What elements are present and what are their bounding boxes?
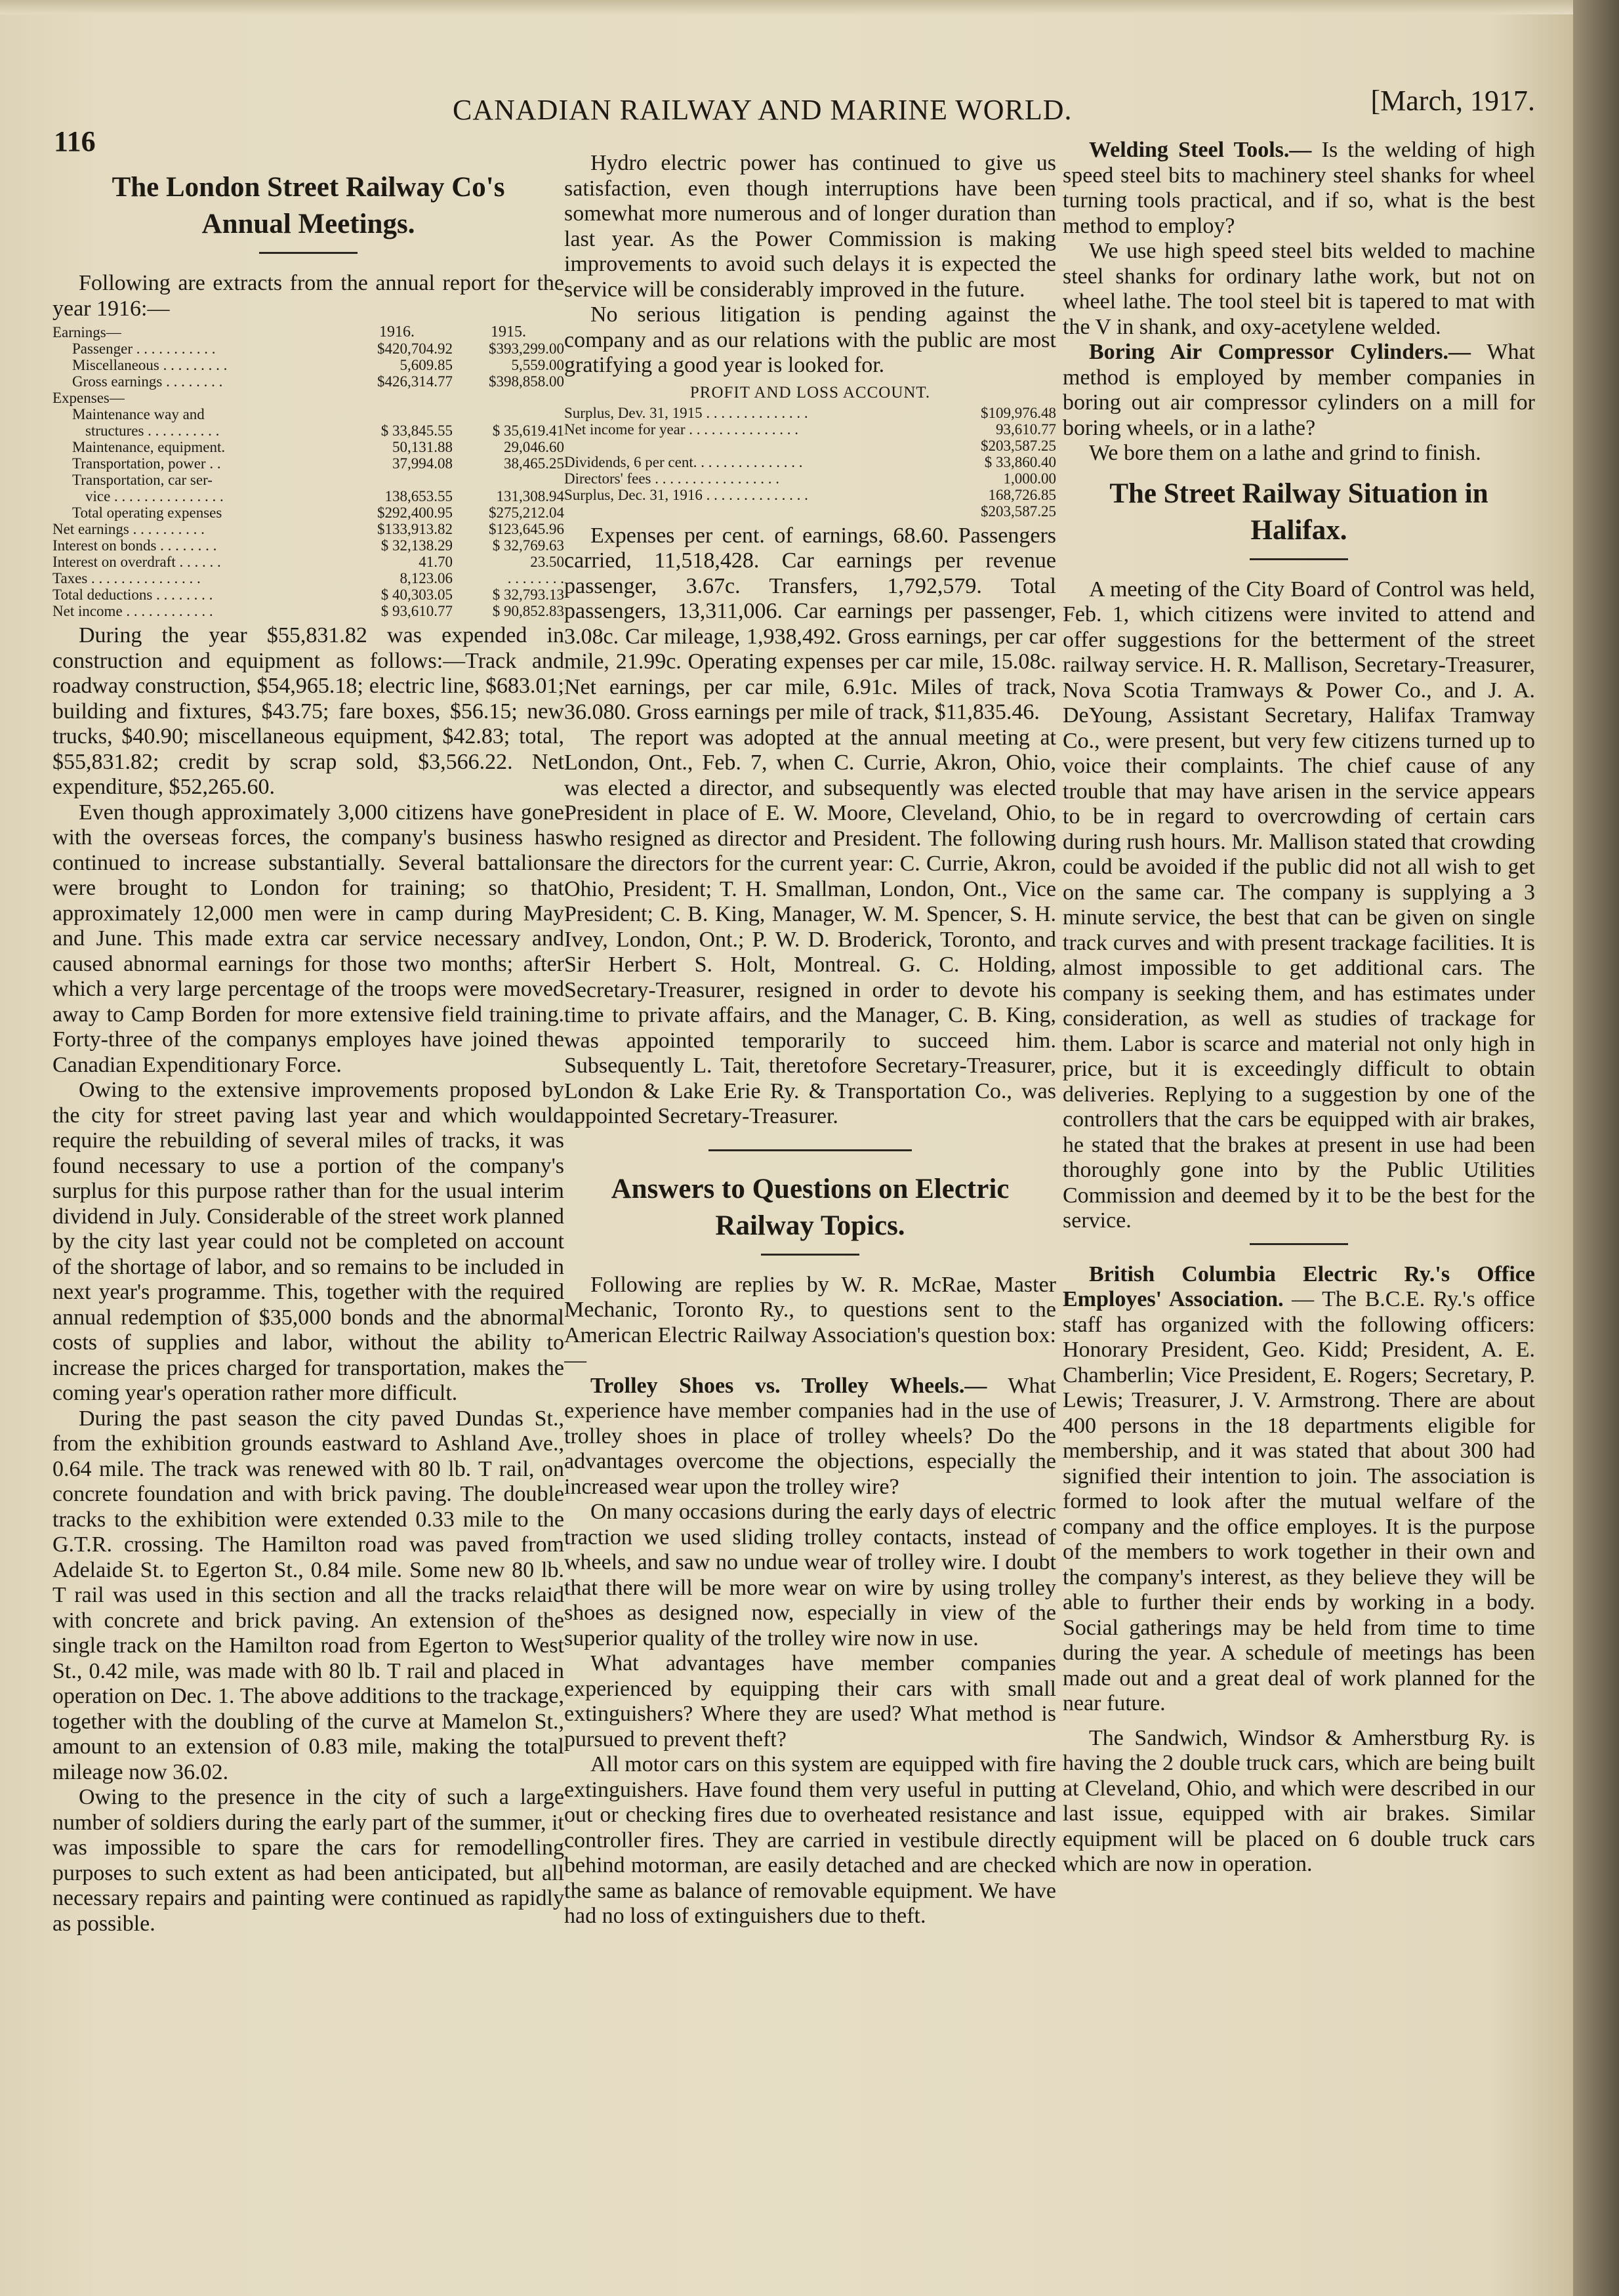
london-title-line-1: The London Street Railway Co's: [112, 172, 505, 203]
table-row: Surplus, Dev. 31, 1915 . . . . . . . . . . . . . . $109,976.48: [564, 404, 1056, 421]
table-row: Surplus, Dec. 31, 1916 . . . . . . . . . . . . . . 168,726.85: [564, 486, 1056, 503]
table-row: Net earnings . . . . . . . . . . $133,913.82 $123,645.96: [52, 521, 564, 537]
answers-question: Boring Air Compressor Cylinders.— What method is employed by member companies in boring out air compressor cylinders on a mill for boring wheels, or in a lathe?: [1063, 340, 1535, 440]
answers-reply: We bore them on a lathe and grind to finish.: [1089, 441, 1481, 465]
annual-report-table: [52, 324, 564, 619]
table-row: Total deductions . . . . . . . . $ 40,303.05 $ 32,793.13: [52, 586, 564, 603]
table-row: Total operating expenses $292,400.95 $275,212.04: [72, 504, 564, 521]
answers-title-line-1: Answers to Questions on Electric: [611, 1173, 1010, 1204]
table-row: structures . . . . . . . . . . $ 33,845.55 $ 35,619.41: [85, 422, 564, 439]
table-row: Miscellaneous . . . . . . . . . 5,609.85 5,559.00: [72, 357, 564, 373]
subheading: Trolley Shoes vs. Trolley Wheels.—: [590, 1373, 987, 1398]
item-rule: [1250, 1243, 1348, 1245]
answers-question: What advantages have member companies experienced by equipping their cars with small extinguishers? Where they are used? What method is pursued to prevent theft?: [564, 1651, 1056, 1752]
answers-article-title: [564, 1171, 1056, 1244]
london-paragraph: During the past season the city paved Dundas St., from the exhibition grounds eastward to Ashland Ave., 0.64 mile. The track was renewed with 80 lb. T rail, on concrete foundation and with brick paving. The double tracks to the exhibition were extended 0.33 mile to the G.T.R. crossing. The Hamilton road was paved from Adelaide St. to Egerton St., 0.84 mile. Some new 80 lb. T rail was used in this section and all the tracks relaid with concrete and brick paving. An extension of the single track on the Hamilton road from Egerton to West St., 0.42 mile, was made with 80 lb. T rail and placed in operation on Dec. 1. The above additions to the trackage, together with the doubling of the curve at Mamelon St., amount to an extension of 0.83 mile, making the total mileage now 36.02.: [52, 1406, 564, 1784]
table-row: $203,587.25: [981, 502, 1056, 520]
table-row: Maintenance, equipment. 50,131.88 29,046.60: [72, 439, 564, 455]
profit-loss-title: PROFIT AND LOSS ACCOUNT.: [689, 383, 931, 401]
column-1: [52, 164, 564, 2263]
bce-paragraph: British Columbia Electric Ry.'s Office Employes' Association. — The B.C.E. Ry.'s office staff has organized with the following officers: Honorary President, Geo. Kidd; President, A. E. Chamberlin; Vice President, E. Rogers; Secretary, P. Lewis; Treasurer, J. V. Armstrong. There are about 400 persons in the 18 departments eligible for membership, and it was stated that about 300 had signified their intention to join. The association is formed to look after the mutual welfare of the company and the office employes. It is the purpose of the members to work together in their own and the company's interest, as they believe they will be able to further their ends by working in a body. Social gatherings may be held from time to time during the year. A schedule of meetings has been made out and a great deal of work planned for the near future.: [1063, 1261, 1535, 1715]
year-heading: 1915.: [491, 323, 526, 340]
table-row: Gross earnings . . . . . . . . $426,314.77 $398,858.00: [72, 373, 564, 390]
table-row: Transportation, power . . 37,994.08 38,465.25: [72, 455, 564, 472]
london-paragraph: No serious litigation is pending against the company and as our relations with the public are most gratifying a good year is looked for.: [564, 302, 1056, 377]
answers-reply: All motor cars on this system are equipped with fire extinguishers. Have found them very useful in putting out or checking fires due to overheated resistance and controller fires. They are carried in vestibule directly behind motorman, are easily detached and are checked the same as balance of removable equipment. We have had no loss of extinguishers due to theft.: [564, 1752, 1056, 1928]
subheading: Boring Air Compressor Cylinders.—: [1089, 340, 1471, 364]
title-rule: [1250, 558, 1348, 560]
london-paragraph: During the year $55,831.82 was expended in construction and equipment as follows:—Track and roadway construction, $54,965.18; electric line, $683.01; building and fixtures, $43.75; fare boxes, $56.15; new trucks, $40.90; miscellaneous equipment, $42.83; total, $55,831.82; credit by scrap sold, $3,566.22. Net expenditure, $52,265.60.: [52, 623, 564, 799]
table-row: Net income for year . . . . . . . . . . . . . . . 93,610.77: [564, 420, 1056, 438]
answers-title-line-2: Railway Topics.: [715, 1210, 905, 1241]
london-paragraph: Owing to the extensive improvements proposed by the city for street paving last year and which would require the rebuilding of several miles of tracks, it was found necessary to use a portion of the company's surplus for this purpose rather than for the usual interim dividend in July. Considerable of the street work planned by the city last year could not be completed on account of the shortage of labor, and so remains to be included in next year's programme. This, together with the required annual redemption of $35,000 bonds and the abnormal costs of supplies and labor, without the ability to increase the prices charged for transportation, makes the coming year's operation rather more difficult.: [52, 1078, 564, 1405]
answers-intro: Following are replies by W. R. McRae, Master Mechanic, Toronto Ry., to questions sent to the American Electric Railway Association's question box:—: [564, 1272, 1056, 1372]
table-row: Net income . . . . . . . . . . . . $ 93,610.77 $ 90,852.83: [52, 603, 564, 619]
london-paragraph: Expenses per cent. of earnings, 68.60. Passengers carried, 11,518,428. Car earnings per revenue passenger, 3.67c. Transfers, 1,792,579. Total passengers, 13,311,006. Car earnings per passenger, 3.08c. Car mileage, 1,938,492. Gross earnings, per car mile, 21.99c. Operating expenses per car mile, 15.08c. Net earnings, per car mile, 6.91c. Miles of track, 36.080. Gross earnings per mile of track, $11,835.46.: [564, 523, 1056, 724]
journal-title: CANADIAN RAILWAY AND MARINE WORLD.: [453, 94, 1073, 126]
london-paragraph: Owing to the presence in the city of such a large number of soldiers during the early part of the summer, it was impossible to spare the cars for remodelling purposes to such extent as had been anticipated, but all necessary repairs and painting were continued as rapidly as possible.: [52, 1785, 564, 1936]
column-2: [564, 151, 1056, 2250]
table-row: Interest on overdraft . . . . . . 41.70 23.50: [52, 554, 564, 570]
halifax-title-line-2: Halifax.: [1250, 514, 1347, 546]
table-label: Transportation, car ser-: [72, 472, 213, 488]
table-row: vice . . . . . . . . . . . . . . . 138,653.55 131,308.94: [85, 488, 564, 504]
table-row: Passenger . . . . . . . . . . . $420,704.92 $393,299.00: [72, 340, 564, 357]
page-number: 116: [54, 125, 96, 157]
column-3: [1063, 138, 1535, 2237]
london-paragraph: Even though approximately 3,000 citizens have gone with the overseas forces, the company's business has continued to increase substantially. Several battalions were brought to London for training; so that approximately 12,000 men were in camp during May and June. This made extra car service necessary and caused abnormal earnings for those two months; after which a very large percentage of the troops were moved away to Camp Borden for more extensive field training. Forty-three of the companys employes have joined the Canadian Expenditionary Force.: [52, 800, 564, 1077]
london-intro: Following are extracts from the annual report for the year 1916:—: [52, 271, 564, 321]
profit-loss-table: [564, 405, 1056, 520]
london-paragraph: Hydro electric power has continued to give us satisfaction, even though interruptions have been somewhat more numerous and of longer duration than last year. As the Power Commission is making improvements to avoid such delays it is expected the service will be considerably improved in the future.: [564, 151, 1056, 302]
article-divider: [708, 1149, 912, 1151]
sandwich-paragraph: The Sandwich, Windsor & Amherstburg Ry. is having the 2 double truck cars, which are being built at Cleveland, Ohio, and which were described in our last issue, equipped with air brakes. Similar equipment will be placed on 6 double truck cars which are now in operation.: [1063, 1725, 1535, 1876]
answers-reply: On many occasions during the early days of electric traction we used sliding trolley contacts, instead of wheels, and saw no undue wear of trolley wire. I doubt that there will be more wear on wire by using trolley shoes as designed now, especially in view of the superior quality of the trolley wire now in use.: [564, 1500, 1056, 1650]
page-top-edge: [0, 0, 1574, 14]
table-label: Expenses—: [52, 390, 125, 406]
london-paragraph: The report was adopted at the annual meeting at London, Ont., Feb. 7, when C. Currie, Akron, Ohio, was elected a director, and subsequently was elected President in place of E. W. Moore, Cleveland, Ohio, who resigned as director and President. The following are the directors for the current year: C. Currie, Akron, Ohio, President; T. H. Smallman, London, Ont., Vice President; C. B. King, Manager, W. M. Spencer, S. H. Ivey, London, Ont.; P. W. D. Broderick, Toronto, and Sir Herbert S. Holt, Montreal. G. C. Holding, Secretary-Treasurer, resigned in order to devote his time to private affairs, and the Manager, C. B. King, was appointed temporarily to succeed him. Subsequently L. Tait, theretofore Secretary-Treasurer, London & Lake Erie Ry. & Transportation Co., was appointed Secretary-Treasurer.: [564, 725, 1056, 1128]
table-row: Directors' fees . . . . . . . . . . . . . . . . . 1,000.00: [564, 470, 1056, 487]
table-row: Interest on bonds . . . . . . . . $ 32,138.29 $ 32,769.63: [52, 537, 564, 554]
binding-edge: [1573, 0, 1619, 2296]
halifax-title-line-1: The Street Railway Situation in: [1109, 478, 1488, 509]
table-row: $203,587.25: [981, 437, 1056, 454]
title-rule: [761, 1254, 859, 1256]
answers-question: Trolley Shoes vs. Trolley Wheels.— What experience have member companies had in the use of trolley shoes in place of trolley wheels? Do the advantages overcome the objections, especially the increased wear upon the trolley wire?: [564, 1373, 1056, 1499]
halifax-article-title: [1063, 476, 1535, 549]
table-label: Earnings—: [52, 324, 121, 340]
issue-date: [March, 1917.: [1370, 85, 1535, 117]
title-rule: [259, 252, 358, 254]
london-title-line-2: Annual Meetings.: [201, 209, 415, 239]
table-label: Maintenance way and: [72, 406, 205, 422]
answers-question: Welding Steel Tools.— Is the welding of high speed steel bits to machinery steel shanks for wheel turning tools practical, and if so, what is the best method to employ?: [1063, 138, 1535, 238]
halifax-paragraph: A meeting of the City Board of Control was held, Feb. 1, which citizens were invited to attend and offer suggestions for the betterment of the street railway service. H. R. Mallison, Secretary-Treasurer, Nova Scotia Tramways & Power Co., and J. A. DeYoung, Assistant Secretary, Halifax Tramway Co., were present, but very few citizens turned up to voice their complaints. The chief cause of any trouble that may have arisen in the service appears to be in regard to overcrowding of certain cars during rush hours. Mr. Mallison stated that crowding could be avoided if the public did not all wish to get on the same car. The company is supplying a 3 minute service, the best that can be given on single track curves and with present trackage facilities. It is almost impossible to get additional cars. The company is seeking them, and has estimates under consideration, as well as studies of trackage for them. Labor is scarce and material not only high in price, but it is exceedingly difficult to obtain deliveries. Replying to a suggestion by one of the controllers that the cars be equipped with air brakes, he stated that the brakes at present in use had been thoroughly gone into by the Public Utilities Commission and deemed by it to be the best for the service.: [1063, 577, 1535, 1233]
year-heading: 1916.: [379, 323, 415, 340]
table-row: Dividends, 6 per cent. . . . . . . . . . . . . . . $ 33,860.40: [564, 453, 1056, 470]
table-row: Taxes . . . . . . . . . . . . . . . 8,123.06 . . . . . . . .: [52, 570, 564, 586]
subheading: British Columbia Electric Ry.'s Office Employes' Association.: [1063, 1261, 1535, 1311]
answers-reply: We use high speed steel bits welded to machine steel shanks for ordinary lathe work, but not on wheel lathe. The tool steel bit is tapered to mat with the V in shank, and oxy-acetylene welded.: [1063, 239, 1535, 339]
subheading: Welding Steel Tools.—: [1089, 138, 1312, 162]
london-article-title: [52, 169, 564, 243]
